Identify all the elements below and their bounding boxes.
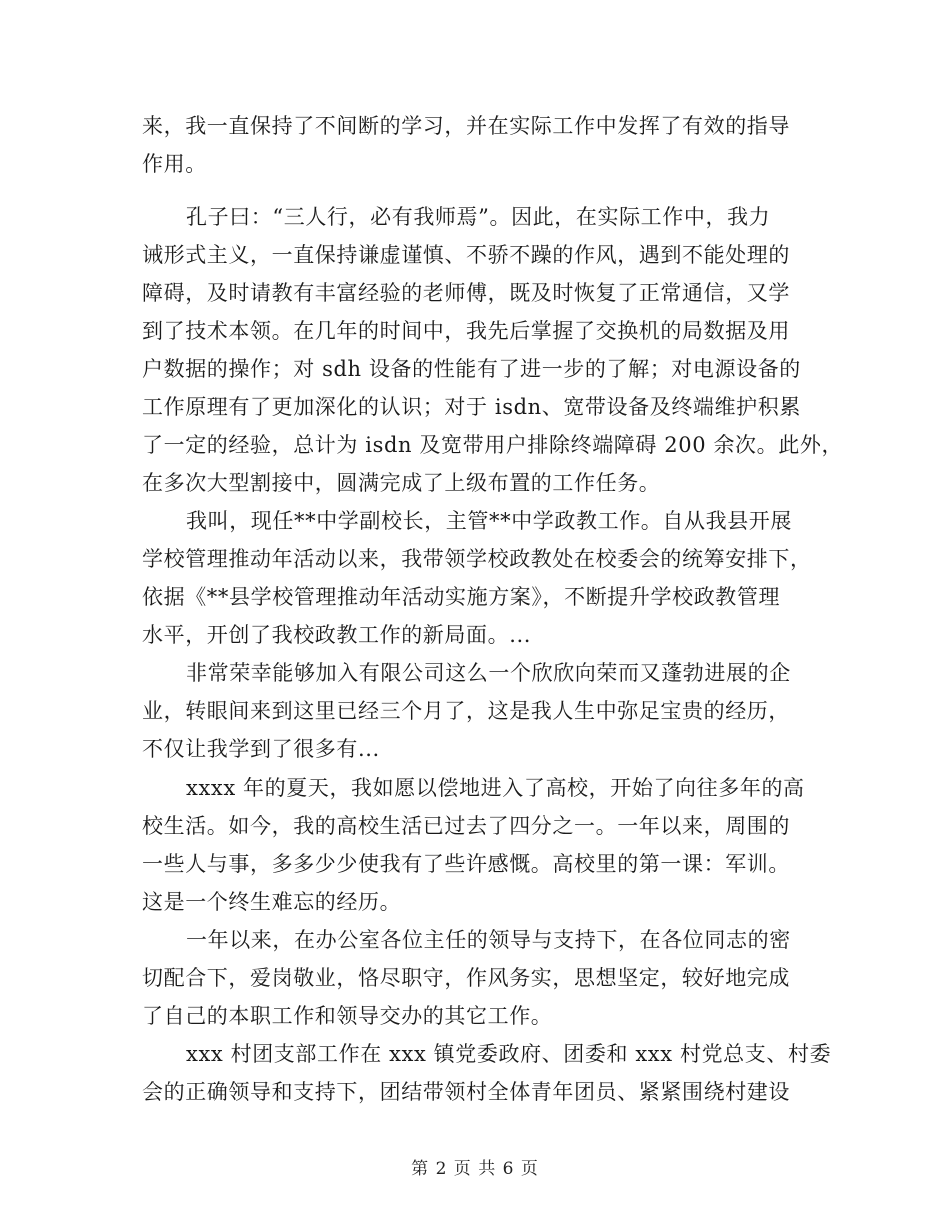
text-line: 了自己的本职工作和领导交办的其它工作。 <box>142 1004 553 1028</box>
text-line: 了一定的经验，总计为 isdn 及宽带用户排除终端障碍 200 余次。此外， <box>142 433 844 457</box>
text-line: 来，我一直保持了不间断的学习，并在实际工作中发挥了有效的指导 <box>142 114 790 138</box>
page-number-footer: 第 2 页 共 6 页 <box>411 1159 539 1179</box>
text-line: 不仅让我学到了很多有... <box>142 737 380 761</box>
text-line: 校生活。如今，我的高校生活已过去了四分之一。一年以来，周围的 <box>142 814 790 838</box>
text-line: 我叫，现任**中学副校长，主管**中学政教工作。自从我县开展 <box>186 509 792 533</box>
text-line: 学校管理推动年活动以来，我带领学校政教处在校委会的统筹安排下， <box>142 547 812 571</box>
text-line: 依据《**县学校管理推动年活动实施方案》，不断提升学校政教管理 <box>142 585 781 609</box>
text-line: 一些人与事，多多少少使我有了些许感慨。高校里的第一课：军训。 <box>142 852 790 876</box>
text-line: 孔子曰：“三人行，必有我师焉”。因此，在实际工作中，我力 <box>186 205 771 229</box>
text-line: 作用。 <box>142 152 207 176</box>
text-line: 会的正确领导和支持下，团结带领村全体青年团员、紧紧围绕村建设 <box>142 1080 790 1104</box>
text-line: 一年以来，在办公室各位主任的领导与支持下，在各位同志的密 <box>186 928 791 952</box>
text-line: 工作原理有了更加深化的认识；对于 isdn、宽带设备及终端维护积累 <box>142 395 801 419</box>
text-line: 水平，开创了我校政教工作的新局面。... <box>142 623 532 647</box>
text-line: 户数据的操作；对 sdh 设备的性能有了进一步的了解；对电源设备的 <box>142 357 801 381</box>
text-line: 这是一个终生难忘的经历。 <box>142 890 402 914</box>
text-line: xxx 村团支部工作在 xxx 镇党委政府、团委和 xxx 村党总支、村委 <box>186 1042 832 1066</box>
text-line: 到了技术本领。在几年的时间中，我先后掌握了交换机的局数据及用 <box>142 319 790 343</box>
text-line: 障碍，及时请教有丰富经验的老师傅，既及时恢复了正常通信，又学 <box>142 281 790 305</box>
text-line: 非常荣幸能够加入有限公司这么一个欣欣向荣而又蓬勃进展的企 <box>186 661 791 685</box>
text-line: 在多次大型割接中，圆满完成了上级布置的工作任务。 <box>142 471 661 495</box>
text-line: 诫形式主义，一直保持谦虚谨慎、不骄不躁的作风，遇到不能处理的 <box>142 243 790 267</box>
text-line: 业，转眼间来到这里已经三个月了，这是我人生中弥足宝贵的经历， <box>142 699 790 723</box>
text-line: xxxx 年的夏天，我如愿以偿地进入了高校，开始了向往多年的高 <box>186 776 805 800</box>
text-line: 切配合下，爱岗敬业，恪尽职守，作风务实，思想坚定，较好地完成 <box>142 966 790 990</box>
